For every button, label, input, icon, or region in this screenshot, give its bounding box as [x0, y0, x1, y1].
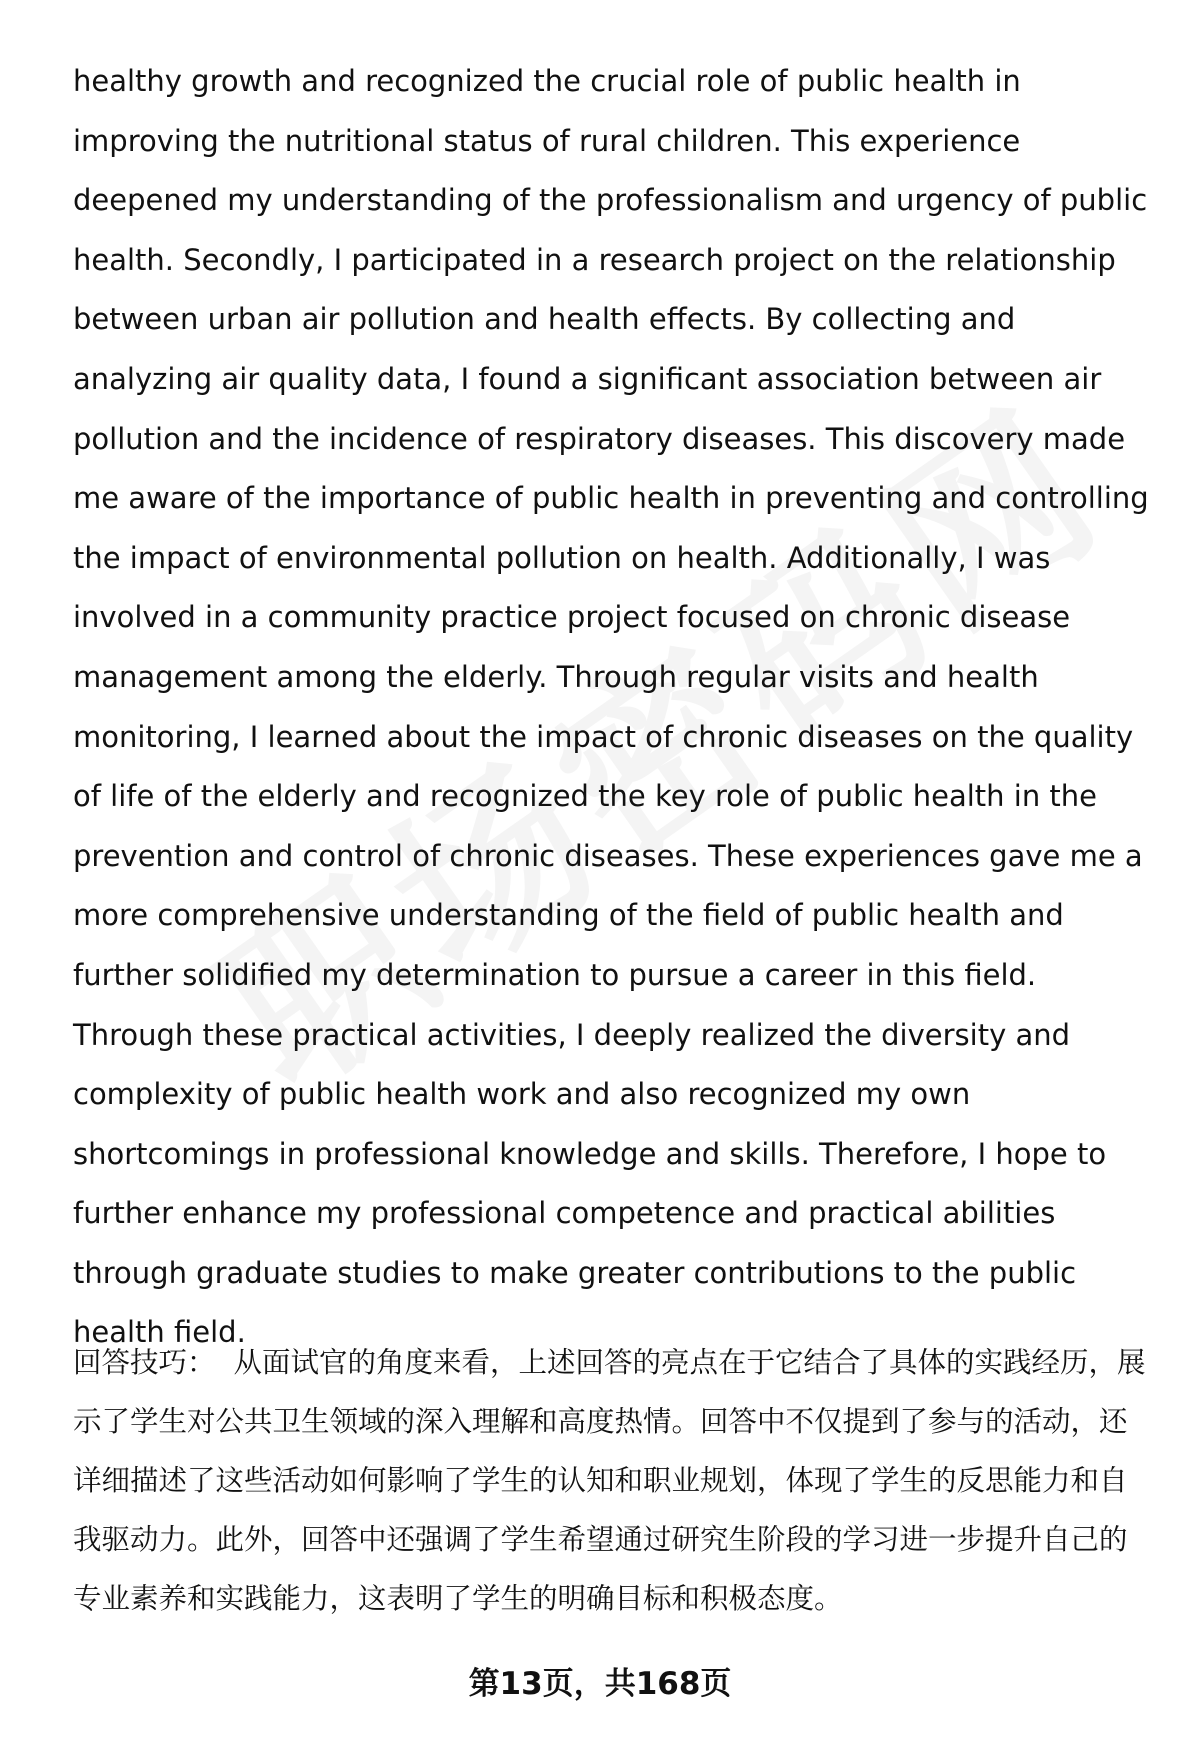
tip-text: 从面试官的角度来看，上述回答的亮点在于它结合了具体的实践经历，展示了学生对公共卫生领域的深入理解和高度热情。回答中不仅提到了参与的活动，还详细描述了这些活动如何影响了学生的认知和职业规划，体现了学生的反思能力和自我驱动力。此外，回答中还强调了学生希望通过研究生阶段的学习进一步提升自己的专业素养和实践能力，这表明了学生的明确目标和积极态度。 — [73, 1346, 1146, 1615]
page-number: 第13页，共168页 — [468, 1666, 732, 1702]
answer-tip — [73, 1333, 1148, 1628]
answer-paragraph: healthy growth and recognized the crucial role of public health in improving the nutritional status of rural children. This experience deepened my understanding of the professionalism and urgency of public health. Secondly, I participated in a research project on the relationship between urban air pollution and health effects. By collecting and analyzing air quality data, I found a significant association between air pollution and the incidence of respiratory diseases. This discovery made me aware of the importance of public health in preventing and controlling the impact of environmental pollution on health. Additionally, I was involved in a community practice project focused on chronic disease management among the elderly. Through regular visits and health monitoring, I learned about the impact of chronic diseases on the quality of life of the elderly and recognized the key role of public health in the prevention and control of chronic diseases. These experiences gave me a more comprehensive understanding of the field of public health and further solidified my determination to pursue a career in this field. Through these practical activities, I deeply realized the diversity and complexity of public health work and also recognized my own shortcomings in professional knowledge and skills. Therefore, I hope to further enhance my professional competence and practical abilities through graduate studies to make greater contributions to the public health field. — [73, 64, 1149, 1350]
tip-label: 回答技巧： — [73, 1346, 216, 1379]
